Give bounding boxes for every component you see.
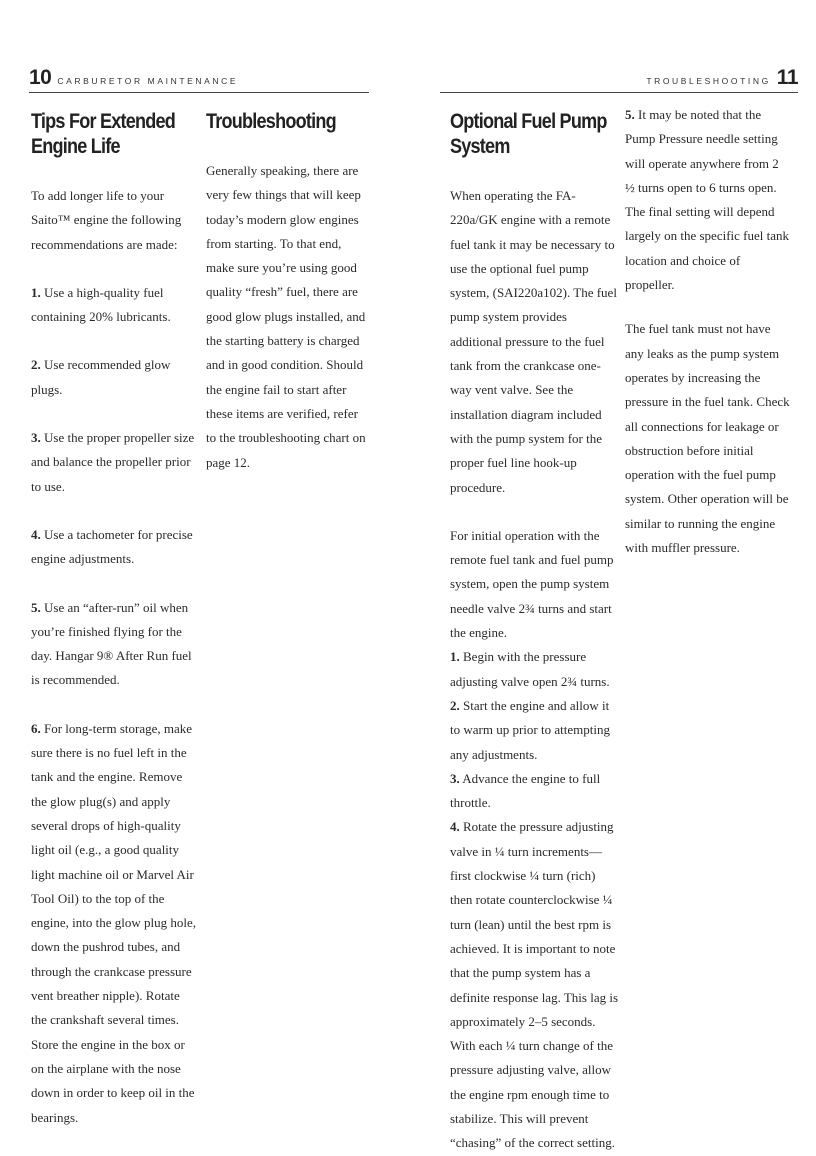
tip-text: Use a tachometer for precise engine adjustments. [31,526,193,567]
tip-text: Use the proper propeller size and balance the propeller prior to use. [31,430,195,494]
right-page [408,0,816,1151]
tip-item [31,523,197,572]
troubleshooting-column [206,109,368,475]
section-title: TROUBLESHOOTING [646,76,771,86]
step-text: Start the engine and allow it to warm up prior to attempting any adjustments. [450,697,610,762]
tip-number: 1. [31,284,41,300]
troubleshooting-heading: Troubleshooting [206,110,336,133]
tip-text: Use recommended glow plugs. [31,357,171,397]
fuel-pump-column [450,109,618,1156]
step-text: Rotate the pressure adjusting valve in ¼ turn increments—first clockwise ¼ turn (rich) then rotate counterclockwise ¼ turn (lean) until the best rpm is achieved. It is important to note that the pump system has a definite response lag. This lag is approximately 2–5 seconds. With each ¼ turn change of the pressure adjusting valve, allow the engine rpm enough time to stabilize. This will prevent “chasing” of the correct setting. [450,819,619,1151]
step-number: 5. [625,107,635,122]
step-number: 1. [450,649,460,665]
tip-number: 3. [31,430,41,446]
section-title: CARBURETOR MAINTENANCE [57,76,239,86]
left-page-header [29,66,369,93]
tip-item [31,717,197,1130]
pump-step [450,767,618,816]
initial-operation: For initial operation with the remote fuel tank and fuel pump system, open the pump system needle valve 2¾ turns and start the engine. [450,527,614,641]
tip-item [31,426,197,499]
tip-text: Use an “after-run” oil when you’re finished flying for the day. Hangar 9® After Run fuel is recommended. [31,599,192,688]
troubleshooting-body: Generally speaking, there are very few things that will keep today’s modern glow engines from starting. To that end, make sure you’re using good quality “fresh” fuel, there are good glow plugs installed, and the starting battery is charged and in good condition. Should the engine fail to start after these items are verified, refer to the troubleshooting chart on page 12. [206,163,366,470]
step-text: Advance the engine to full throttle. [450,770,601,811]
left-page [0,0,408,1123]
tip-number: 4. [31,526,41,542]
tips-intro: To add longer life to your Saito™ engine the following recommendations are made: [31,188,182,252]
pump-step [450,694,618,767]
pump-step [625,103,791,297]
tip-number: 6. [31,720,41,736]
right-page-header [440,66,798,93]
fuel-pump-intro: When operating the FA-220a/GK engine with a remote fuel tank it may be necessary to use the optional fuel pump system, (SAI220a102). The fuel pump system provides additional pressure to the fuel tank from the crankcase one-way vent valve. See the installation diagram included with the pump system for the proper fuel line hook-up procedure. [450,188,617,495]
tip-text: For long-term storage, make sure there is no fuel left in the tank and the engine. Remove the glow plug(s) and apply several drops of high-quality light oil (e.g., a good quality light machine oil or Marvel Air Tool Oil) to the top of the engine, into the glow plug hole, down the pushrod tubes, and through the crankcase pressure vent breather nipple). Rotate the crankshaft several times. Store the engine in the box or on the airplane with the nose down in order to keep oil in the bearings. [31,720,197,1125]
tip-number: 2. [31,357,41,373]
pump-step [450,645,618,694]
fuel-pump-heading: Optional Fuel Pump System [450,110,607,158]
tips-heading: Tips For Extended Engine Life [31,110,176,158]
step-number: 4. [450,819,460,835]
step-text: Begin with the pressure adjusting valve open 2¾ turns. [450,649,610,689]
tip-item [31,596,197,693]
fuel-pump-continued-column [625,103,791,560]
step-number: 2. [450,697,460,713]
pump-step [450,815,618,1155]
tip-item [31,281,197,330]
tip-number: 5. [31,599,41,615]
tip-text: Use a high-quality fuel containing 20% lubricants. [31,284,171,325]
tips-column [31,109,197,1130]
step-number: 3. [450,770,460,786]
page-number: 10 [29,66,52,89]
tip-item [31,353,197,402]
page-number: 11 [776,66,798,89]
step-text: It may be noted that the Pump Pressure needle setting will operate anywhere from 2 ½ turns open to 6 turns open. The final setting will depend largely on the specific fuel tank location and choice of propeller. [625,107,790,293]
fuel-pump-closing: The fuel tank must not have any leaks as the pump system operates by increasing the pressure in the fuel tank. Check all connections for leakage or obstruction before initial operation with the fuel pump system. Other operation will be similar to running the engine with muffler pressure. [625,321,790,556]
